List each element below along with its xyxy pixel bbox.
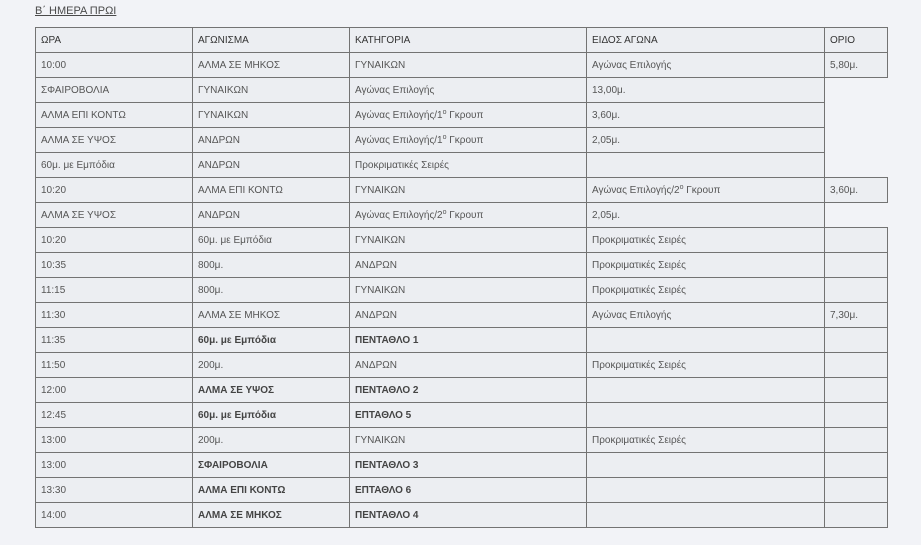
table-cell (825, 403, 888, 428)
table-cell: ΓΥΝΑΙΚΩΝ (350, 428, 587, 453)
table-cell: ΑΛΜΑ ΕΠΙ ΚΟΝΤΩ (193, 178, 350, 203)
table-cell: ΑΛΜΑ ΣΕ ΜΗΚΟΣ (193, 53, 350, 78)
table-row (36, 253, 888, 278)
table-cell: 7,30μ. (825, 303, 888, 328)
table-cell: 2,05μ. (587, 128, 825, 153)
table-cell: Αγώνας Επιλογής (587, 303, 825, 328)
table-cell: 13:00 (36, 428, 193, 453)
table-cell: ΑΝΔΡΩΝ (193, 203, 350, 228)
table-cell: ΣΦΑΙΡΟΒΟΛΙΑ (36, 78, 193, 103)
table-cell: Αγώνας Επιλογής (587, 53, 825, 78)
table-cell (825, 253, 888, 278)
table-row (36, 353, 888, 378)
table-cell: ΓΥΝΑΙΚΩΝ (350, 278, 587, 303)
table-cell (587, 478, 825, 503)
schedule-body (36, 53, 888, 528)
table-cell (193, 503, 350, 528)
table-cell (825, 428, 888, 453)
table-cell: 60μ. με Εμπόδια (36, 153, 193, 178)
table-cell: 10:20 (36, 228, 193, 253)
cell-text: Αγώνας Επιλογής/1 (355, 109, 443, 121)
table-cell: ΑΛΜΑ ΣΕ ΜΗΚΟΣ (193, 303, 350, 328)
table-cell: 13:30 (36, 478, 193, 503)
ordinal-superscript: ο (442, 133, 447, 141)
table-cell: Προκριματικές Σειρές (587, 353, 825, 378)
table-cell (587, 153, 825, 178)
table-row (36, 303, 888, 328)
header-limit: ΟΡΙΟ (825, 28, 888, 53)
cell-text: ΑΛΜΑ ΣΕ ΥΨΟΣ (198, 384, 275, 396)
table-row (36, 453, 888, 478)
table-cell (825, 453, 888, 478)
table-cell (587, 453, 825, 478)
table-row (36, 203, 888, 228)
table-cell: ΑΝΔΡΩΝ (193, 128, 350, 153)
table-cell (587, 378, 825, 403)
header-competition-type: ΕΙΔΟΣ ΑΓΩΝΑ (587, 28, 825, 53)
table-cell: 11:50 (36, 353, 193, 378)
schedule-table (35, 27, 888, 528)
table-row (36, 478, 888, 503)
table-cell: 14:00 (36, 503, 193, 528)
cell-text: ΕΠΤΑΘΛΟ 6 (355, 484, 412, 496)
table-cell: ΓΥΝΑΙΚΩΝ (350, 228, 587, 253)
table-cell: ΑΝΔΡΩΝ (350, 303, 587, 328)
table-cell: ΓΥΝΑΙΚΩΝ (193, 103, 350, 128)
table-row (36, 403, 888, 428)
cell-text: Αγώνας Επιλογής/2 (592, 184, 680, 196)
table-cell (350, 128, 587, 153)
table-cell (825, 228, 888, 253)
table-cell: 5,80μ. (825, 53, 888, 78)
table-cell (193, 478, 350, 503)
table-cell (350, 503, 587, 528)
table-cell: 12:45 (36, 403, 193, 428)
table-cell: Αγώνας Επιλογής (350, 78, 587, 103)
cell-text: Αγώνας Επιλογής/2 (355, 209, 443, 221)
table-cell (350, 103, 587, 128)
table-cell: 2,05μ. (587, 203, 825, 228)
table-cell: Προκριματικές Σειρές (350, 153, 587, 178)
table-cell: 200μ. (193, 428, 350, 453)
table-cell (350, 403, 587, 428)
page-title: Β΄ ΗΜΕΡΑ ΠΡΩΙ (35, 5, 117, 17)
cell-text: ΠΕΝΤΑΘΛΟ 4 (355, 509, 419, 521)
table-cell (193, 328, 350, 353)
table-cell (350, 453, 587, 478)
table-cell: Προκριματικές Σειρές (587, 428, 825, 453)
table-cell: 13:00 (36, 453, 193, 478)
table-cell (587, 328, 825, 353)
table-cell (193, 403, 350, 428)
table-cell (825, 353, 888, 378)
header-event: ΑΓΩΝΙΣΜΑ (193, 28, 350, 53)
table-cell: 800μ. (193, 278, 350, 303)
cell-text: ΠΕΝΤΑΘΛΟ 2 (355, 384, 419, 396)
table-cell: ΓΥΝΑΙΚΩΝ (350, 178, 587, 203)
cell-text: ΠΕΝΤΑΘΛΟ 1 (355, 334, 419, 346)
header-time: ΩΡΑ (36, 28, 193, 53)
table-cell: ΑΝΔΡΩΝ (350, 253, 587, 278)
schedule-header (36, 28, 888, 53)
table-row (36, 378, 888, 403)
table-cell: Προκριματικές Σειρές (587, 228, 825, 253)
ordinal-superscript: ο (679, 183, 684, 191)
cell-text: ΠΕΝΤΑΘΛΟ 3 (355, 459, 419, 471)
header-category: ΚΑΤΗΓΟΡΙΑ (350, 28, 587, 53)
cell-text: ΣΦΑΙΡΟΒΟΛΙΑ (198, 459, 268, 471)
table-cell: ΑΝΔΡΩΝ (350, 353, 587, 378)
table-cell: 200μ. (193, 353, 350, 378)
table-cell: 3,60μ. (587, 103, 825, 128)
table-cell: 10:00 (36, 53, 193, 78)
cell-text: 60μ. με Εμπόδια (198, 409, 276, 421)
table-cell: 11:15 (36, 278, 193, 303)
table-cell: 10:35 (36, 253, 193, 278)
table-cell (825, 278, 888, 303)
table-row (36, 78, 888, 103)
table-cell (825, 378, 888, 403)
table-cell (350, 328, 587, 353)
table-cell: 10:20 (36, 178, 193, 203)
ordinal-superscript: ο (442, 208, 447, 216)
cell-text-tail: Γκρουπ (683, 184, 721, 196)
table-cell (825, 478, 888, 503)
table-cell: ΑΛΜΑ ΣΕ ΥΨΟΣ (36, 203, 193, 228)
table-cell: 11:35 (36, 328, 193, 353)
table-row (36, 328, 888, 353)
table-row (36, 278, 888, 303)
table-cell: ΑΛΜΑ ΕΠΙ ΚΟΝΤΩ (36, 103, 193, 128)
table-cell: ΓΥΝΑΙΚΩΝ (193, 78, 350, 103)
table-cell: ΑΛΜΑ ΣΕ ΥΨΟΣ (36, 128, 193, 153)
table-cell (587, 403, 825, 428)
table-cell: Προκριματικές Σειρές (587, 253, 825, 278)
table-cell: ΓΥΝΑΙΚΩΝ (350, 53, 587, 78)
table-row (36, 103, 888, 128)
table-cell (587, 178, 825, 203)
table-cell: 12:00 (36, 378, 193, 403)
table-cell: 13,00μ. (587, 78, 825, 103)
table-cell (825, 328, 888, 353)
cell-text-tail: Γκρουπ (446, 209, 484, 221)
table-cell (350, 203, 587, 228)
table-row (36, 153, 888, 178)
cell-text: ΕΠΤΑΘΛΟ 5 (355, 409, 412, 421)
table-cell (587, 503, 825, 528)
cell-text-tail: Γκρουπ (446, 134, 484, 146)
table-row (36, 128, 888, 153)
table-cell: 800μ. (193, 253, 350, 278)
table-row (36, 178, 888, 203)
cell-text: Αγώνας Επιλογής/1 (355, 134, 443, 146)
table-cell (193, 378, 350, 403)
table-cell (350, 378, 587, 403)
cell-text: ΑΛΜΑ ΕΠΙ ΚΟΝΤΩ (198, 484, 286, 496)
table-row (36, 503, 888, 528)
table-row (36, 53, 888, 78)
table-cell: Προκριματικές Σειρές (587, 278, 825, 303)
table-row (36, 428, 888, 453)
cell-text: 60μ. με Εμπόδια (198, 334, 276, 346)
table-cell (193, 453, 350, 478)
header-row (36, 28, 888, 53)
table-row (36, 228, 888, 253)
table-cell (350, 478, 587, 503)
table-cell: 11:30 (36, 303, 193, 328)
cell-text-tail: Γκρουπ (446, 109, 484, 121)
table-cell: 60μ. με Εμπόδια (193, 228, 350, 253)
table-cell: ΑΝΔΡΩΝ (193, 153, 350, 178)
table-cell (825, 503, 888, 528)
ordinal-superscript: ο (442, 108, 447, 116)
cell-text: ΑΛΜΑ ΣΕ ΜΗΚΟΣ (198, 509, 282, 521)
table-cell: 3,60μ. (825, 178, 888, 203)
